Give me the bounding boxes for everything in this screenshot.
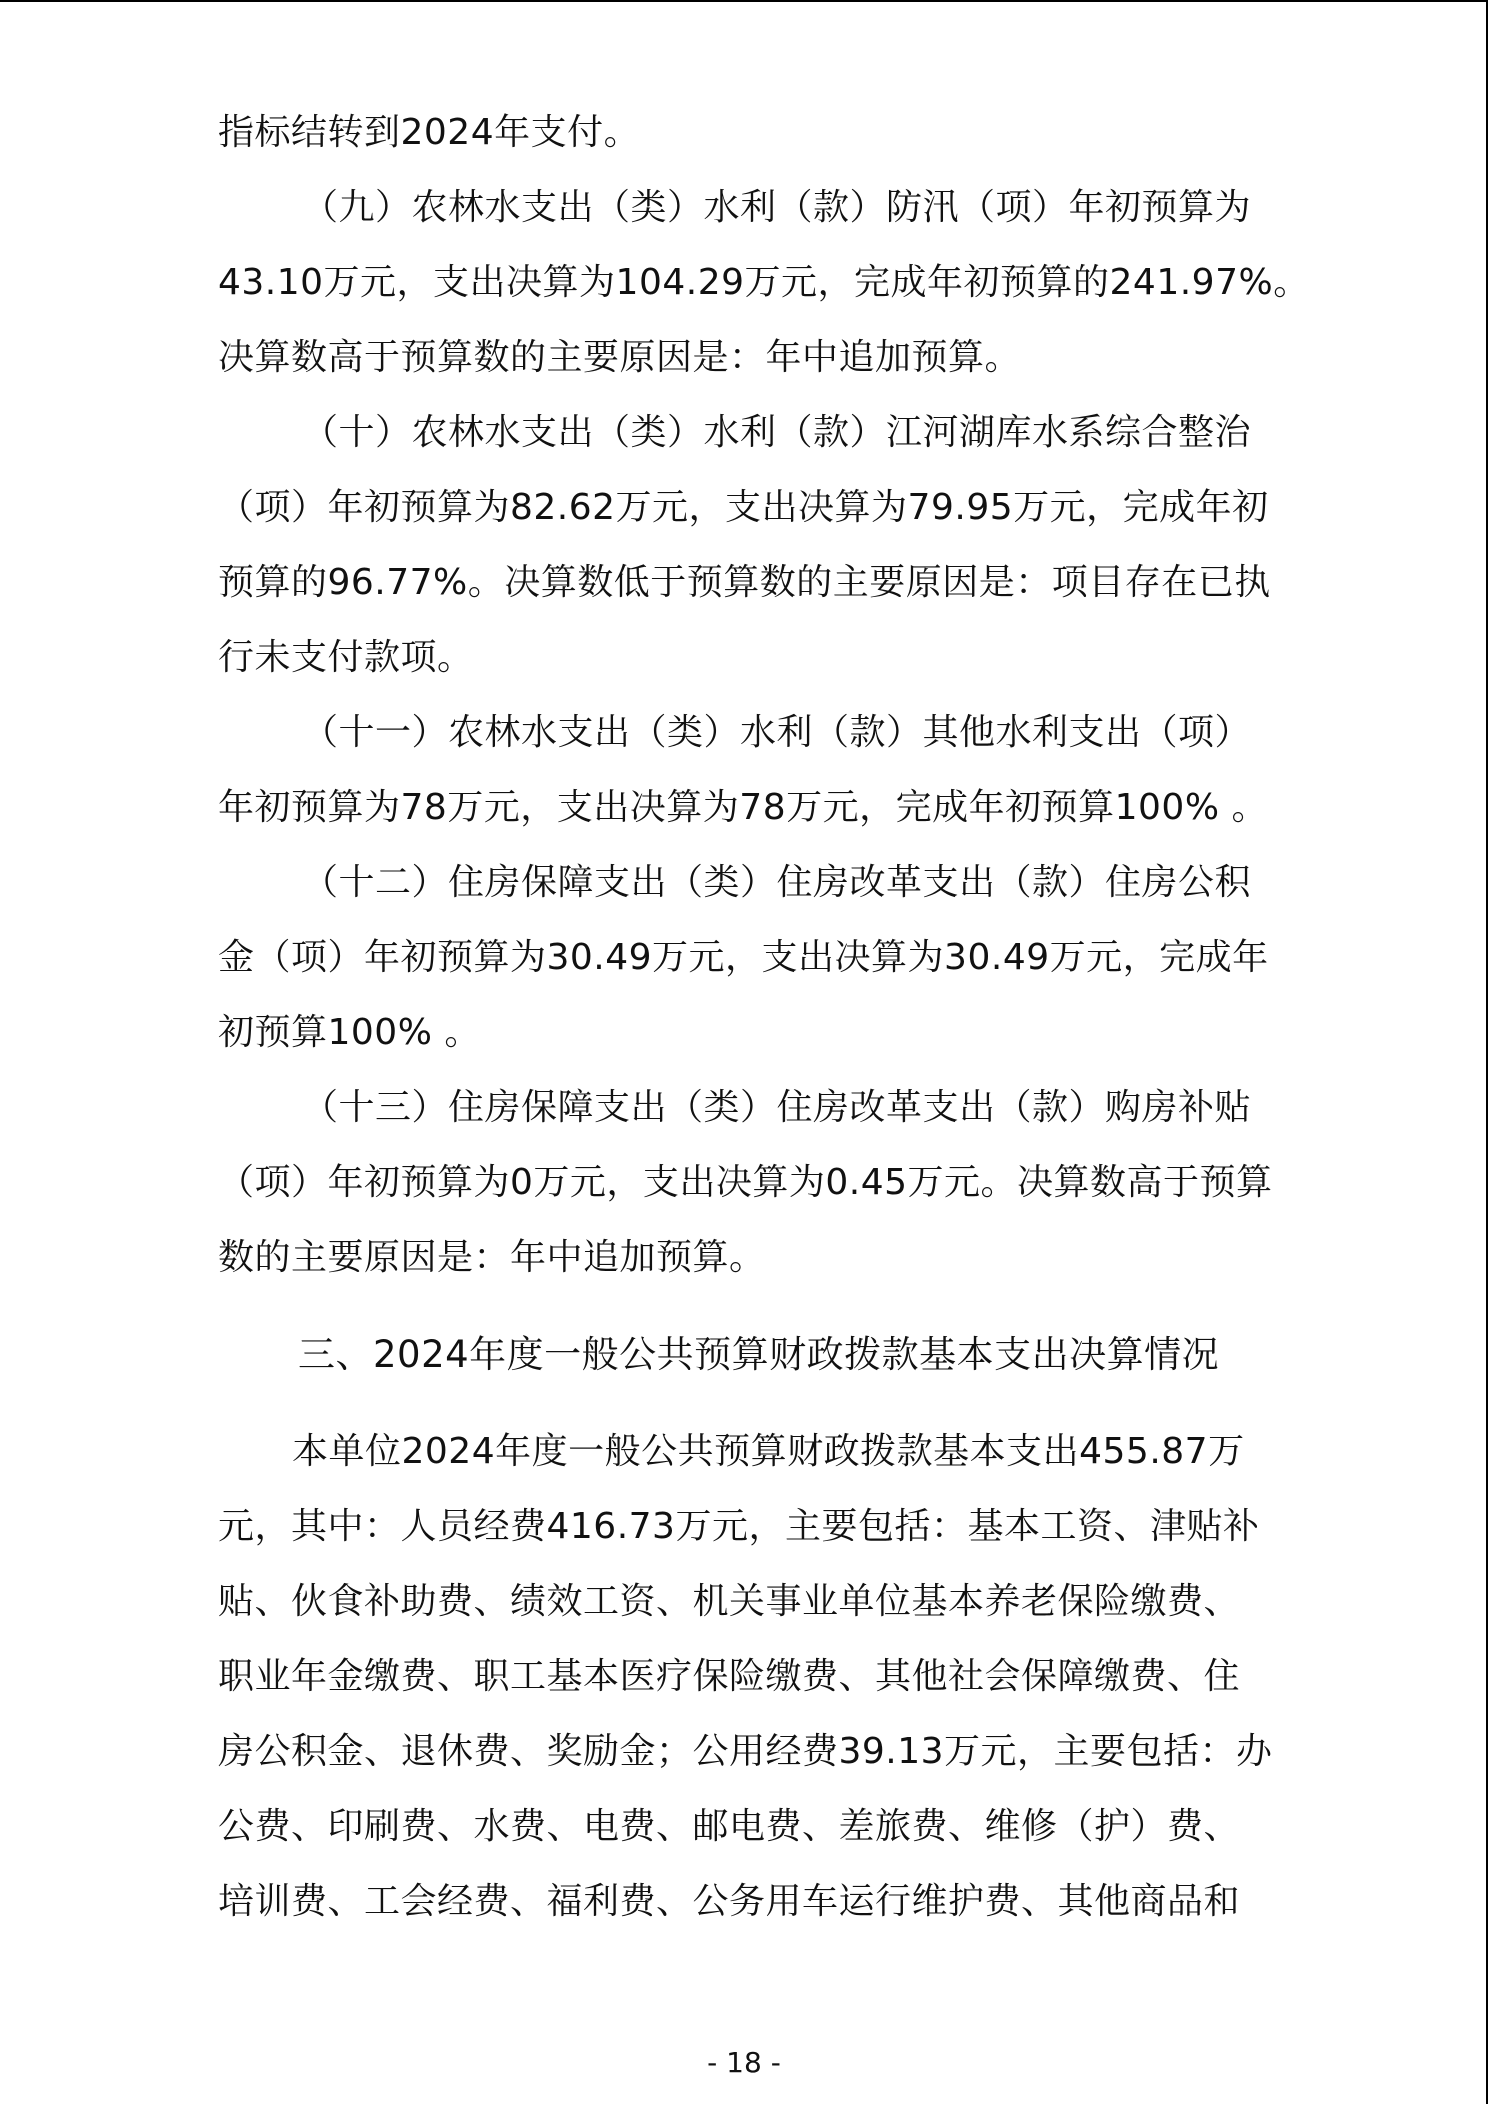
text-line: 行未支付款项。 <box>218 637 474 678</box>
text-line: 初预算100% 。 <box>218 1012 481 1053</box>
text-line: （十二）住房保障支出（类）住房改革支出（款）住房公积 <box>302 862 1252 903</box>
text-line: 房公积金、退休费、奖励金；公用经费39.13万元，主要包括：办 <box>218 1731 1273 1772</box>
document-body <box>218 95 1310 1939</box>
text-line: 职业年金缴费、职工基本医疗保险缴费、其他社会保障缴费、住 <box>218 1656 1241 1697</box>
text-line: （项）年初预算为82.62万元，支出决算为79.95万元，完成年初 <box>218 487 1269 528</box>
text-line: （九）农林水支出（类）水利（款）防汛（项）年初预算为 <box>302 187 1252 228</box>
text-line: 指标结转到2024年支付。 <box>218 112 641 153</box>
text-line: 43.10万元，支出决算为104.29万元，完成年初预算的241.97%。 <box>218 262 1310 303</box>
text-line: （十三）住房保障支出（类）住房改革支出（款）购房补贴 <box>302 1087 1252 1128</box>
text-line: 预算的96.77%。决算数低于预算数的主要原因是：项目存在已执 <box>218 562 1271 603</box>
text-line: （项）年初预算为0万元，支出决算为0.45万元。决算数高于预算 <box>218 1162 1273 1203</box>
text-line: 本单位2024年度一般公共预算财政拨款基本支出455.87万 <box>292 1431 1245 1472</box>
text-line: 贴、伙食补助费、绩效工资、机关事业单位基本养老保险缴费、 <box>218 1581 1241 1622</box>
text-line: （十）农林水支出（类）水利（款）江河湖库水系综合整治 <box>302 412 1252 453</box>
text-line: 公费、印刷费、水费、电费、邮电费、差旅费、维修（护）费、 <box>218 1806 1241 1847</box>
section-heading: 三、2024年度一般公共预算财政拨款基本支出决算情况 <box>298 1333 1220 1376</box>
text-line: （十一）农林水支出（类）水利（款）其他水利支出（项） <box>302 712 1252 753</box>
text-line: 年初预算为78万元，支出决算为78万元，完成年初预算100% 。 <box>218 787 1268 828</box>
text-line: 培训费、工会经费、福利费、公务用车运行维护费、其他商品和 <box>218 1881 1241 1922</box>
text-line: 元，其中：人员经费416.73万元，主要包括：基本工资、津贴补 <box>218 1506 1260 1547</box>
page-number: - 18 - <box>707 2046 781 2079</box>
text-line: 决算数高于预算数的主要原因是：年中追加预算。 <box>218 337 1022 378</box>
page-border-top <box>0 0 1488 2</box>
text-line: 数的主要原因是：年中追加预算。 <box>218 1237 766 1278</box>
text-line: 金（项）年初预算为30.49万元，支出决算为30.49万元，完成年 <box>218 937 1269 978</box>
